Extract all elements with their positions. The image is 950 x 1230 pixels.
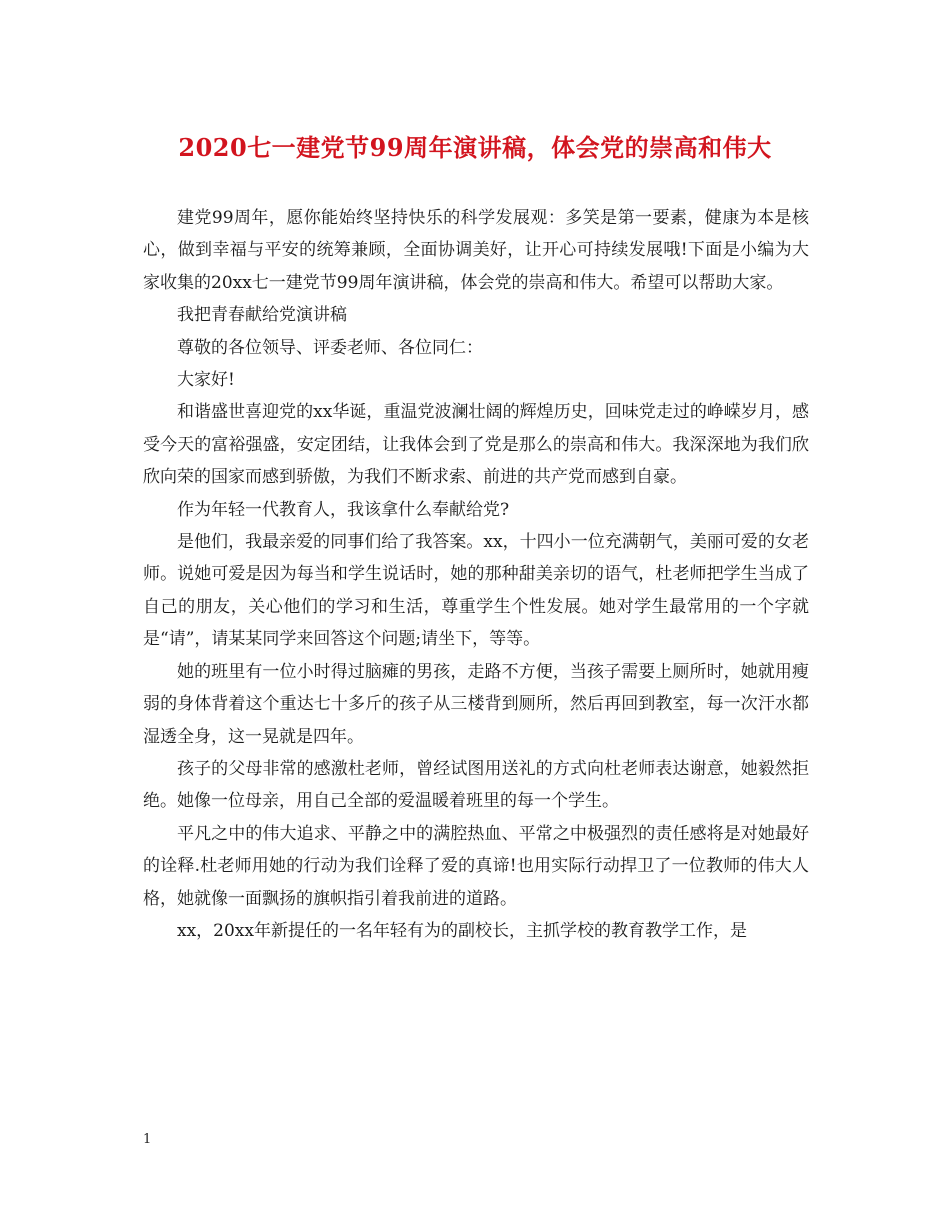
paragraph: 尊敬的各位领导、评委老师、各位同仁： [177,337,483,358]
paragraph: 和谐盛世喜迎党的xx华诞，重温党波澜壮阔的辉煌历史，回味党走过的峥嵘岁月，感受今天的富裕强盛，安定团结，让我体会到了党是那么的崇高和伟大。我深深地为我们欣欣向荣的国家而感到骄傲，为我们不断求索、前进的共产党而感到自豪。 [143,402,809,488]
paragraph: 作为年轻一代教育人，我该拿什么奉献给党? [177,499,510,520]
paragraph: xx，20xx年新提任的一名年轻有为的副校长，主抓学校的教育教学工作，是 [177,920,747,941]
document-body [143,202,809,947]
paragraph: 她的班里有一位小时得过脑瘫的男孩，走路不方便，当孩子需要上厕所时，她就用瘦弱的身体背着这个重达七十多斤的孩子从三楼背到厕所，然后再回到教室，每一次汗水都湿透全身，这一晃就是四年。 [143,661,809,747]
page-number: 1 [143,1132,152,1147]
paragraph: 我把青春献给党演讲稿 [177,305,347,326]
document-title: 2020七一建党节99周年演讲稿，体会党的崇高和伟大 [178,133,772,162]
paragraph: 平凡之中的伟大追求、平静之中的满腔热血、平常之中极强烈的责任感将是对她最好的诠释.杜老师用她的行动为我们诠释了爱的真谛!也用实际行动捍卫了一位教师的伟大人格，她就像一面飘扬的旗帜指引着我前进的道路。 [143,823,809,909]
paragraph: 大家好! [177,370,235,391]
paragraph: 建党99周年，愿你能始终坚持快乐的科学发展观：多笑是第一要素，健康为本是核心，做到幸福与平安的统筹兼顾，全面协调美好，让开心可持续发展哦!下面是小编为大家收集的20xx七一建党节99周年演讲稿，体会党的崇高和伟大。希望可以帮助大家。 [143,208,809,293]
paragraph: 是他们，我最亲爱的同事们给了我答案。xx，十四小一位充满朝气，美丽可爱的女老师。说她可爱是因为每当和学生说话时，她的那种甜美亲切的语气，杜老师把学生当成了自己的朋友，关心他们的学习和生活，尊重学生个性发展。她对学生最常用的一个字就是“请”，请某某同学来回答这个问题;请坐下，等等。 [143,532,809,650]
paragraph: 孩子的父母非常的感激杜老师，曾经试图用送礼的方式向杜老师表达谢意，她毅然拒绝。她像一位母亲，用自己全部的爱温暖着班里的每一个学生。 [143,758,809,812]
